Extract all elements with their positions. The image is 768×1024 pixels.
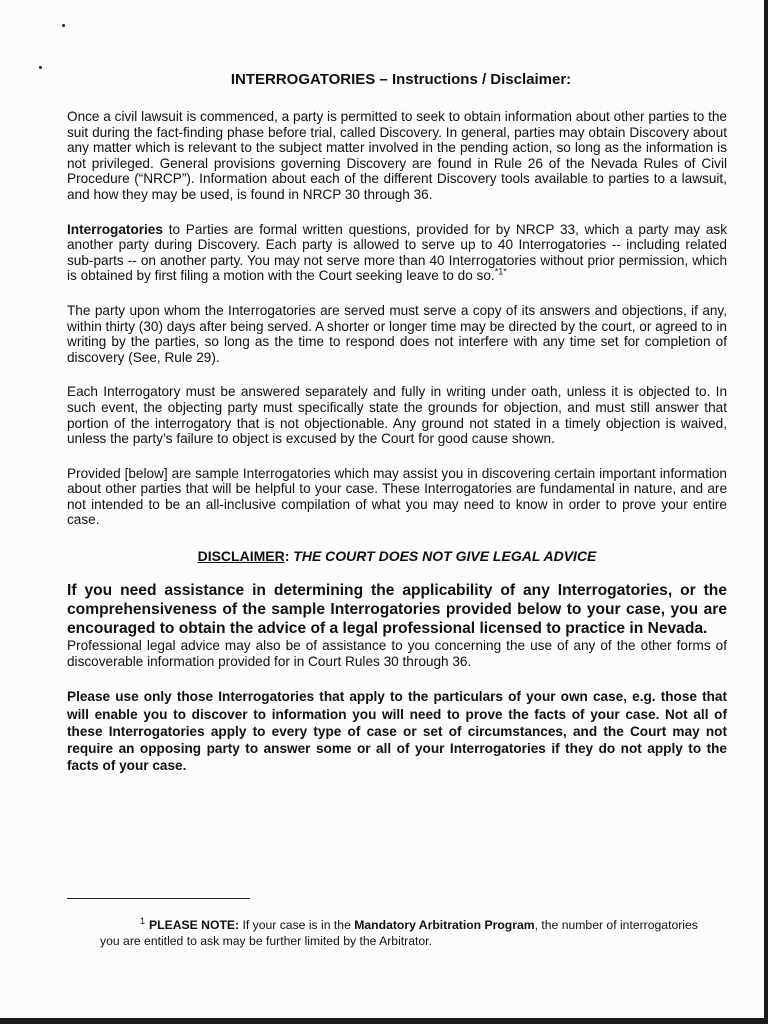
document-body	[67, 70, 727, 775]
footnote-text-after: , the number of interrogatories you are entitled to ask may be further limited by the Arbitrator.	[100, 918, 698, 948]
footnote-reference: *1*	[494, 266, 507, 277]
disclaimer-text: THE COURT DOES NOT GIVE LEGAL ADVICE	[289, 548, 597, 565]
document-title: INTERROGATORIES – Instructions / Disclaimer:	[230, 71, 572, 88]
legal-advice-bold: If you need assistance in determining the applicability of any Interrogatories, or the comprehensiveness of the sample Interrogatories provided below to your case, you are encouraged to obtain the advice of a legal professional licensed to practice in Nevada.	[67, 582, 727, 638]
disclaimer-colon: :	[284, 548, 290, 565]
footnote-label: PLEASE NOTE:	[149, 918, 240, 932]
legal-advice-note: Professional legal advice may also be of assistance to you concerning the use of any of the other forms of discoverable information provided for in Court Rules 30 through 36.	[67, 638, 727, 669]
interrogatories-lead: Interrogatories	[67, 221, 163, 237]
scan-speck	[39, 66, 42, 69]
disclaimer-heading	[67, 547, 727, 565]
paragraph-sample-interrogatories: Provided [below] are sample Interrogatories which may assist you in discovering certain important information about other parties that will be helpful to your case. These Interrogatories are fundamental in nature, and are not intended to be an all-inclusive compilation of what you may need to know in order to prove your entire case.	[67, 465, 727, 528]
usage-instructions: Please use only those Interrogatories that apply to the particulars of your own case, e.g. those that will enable you to discover to information you will need to prove the facts of your case. Not all of these Interrogatories apply to every type of case or set of circumstances, and the Court may not require an opposing party to answer some or all of your Interrogatories if they do not apply to the facts of your case.	[67, 689, 727, 774]
footnote-program: Mandatory Arbitration Program	[354, 918, 535, 932]
paragraph-discovery-intro: Once a civil lawsuit is commenced, a party is permitted to seek to obtain information about other parties to the suit during the fact-finding phase before trial, called Discovery. In general, parties may obtain Discovery about any matter which is relevant to the subject matter involved in the pending action, so long as the information is not privileged. General provisions governing Discovery are found in Rule 26 of the Nevada Rules of Civil Procedure (“NRCP”). Information about each of the different Discovery tools available to parties to a lawsuit, and how they may be used, is found in NRCP 30 through 36.	[67, 109, 727, 202]
paragraph-response-deadline: The party upon whom the Interrogatories are served must serve a copy of its answers and objections, if any, within thirty (30) days after being served. A shorter or longer time may be directed by the court, or agreed to in writing by the parties, so long as the time to respond does not interfere with any time set for completion of discovery (See, Rule 29).	[67, 302, 727, 365]
footnote	[100, 917, 720, 949]
scan-edge-bottom	[0, 1018, 768, 1024]
scan-speck	[62, 24, 65, 27]
footnote-number: 1	[140, 915, 146, 926]
paragraph-answer-requirements: Each Interrogatory must be answered separately and fully in writing under oath, unless it is objected to. In such event, the objecting party must specifically state the grounds for objection, and must still answer that portion of the interrogatory that is not objectionable. Any ground not stated in a timely objection is waived, unless the party’s failure to object is excused by the Court for good cause shown.	[67, 384, 727, 447]
interrogatories-body: to Parties are formal written questions, provided for by NRCP 33, which a party may ask another party during Discovery. Each party is allowed to serve up to 40 Interrogatories -- including related sub-parts -- on another party. You may not serve more than 40 Interrogatories without prior permission, which is obtained by first filing a motion with the Court seeking leave to do so.	[67, 221, 727, 284]
scan-edge-right	[764, 0, 768, 1024]
legal-advice-section	[67, 581, 727, 669]
footnote-divider	[67, 898, 250, 899]
disclaimer-label: DISCLAIMER	[197, 548, 285, 565]
footnote-text-before: If your case is in the	[239, 918, 355, 932]
paragraph-interrogatories-definition	[67, 222, 727, 284]
